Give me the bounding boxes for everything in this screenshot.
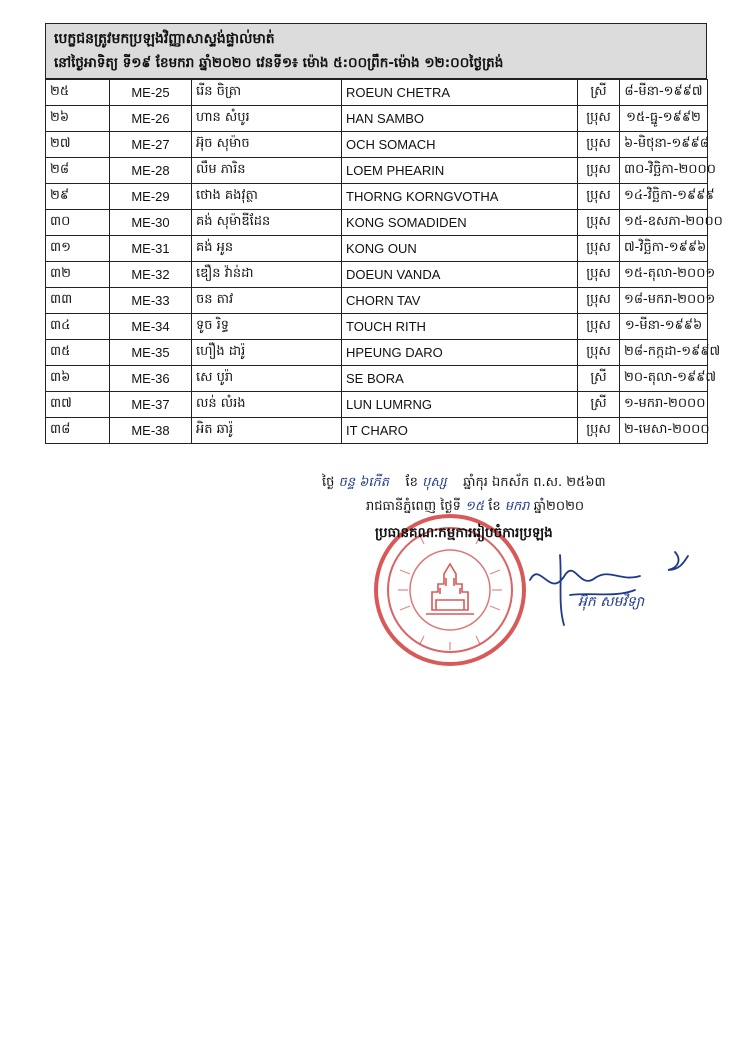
candidate-id-cell: ME-32 <box>110 262 192 288</box>
gender-cell: ប្រុស <box>578 158 620 184</box>
latin-name-cell: THORNG KORNGVOTHA <box>342 184 578 210</box>
khmer-name-cell: លឹម ភារិន <box>192 158 342 184</box>
row-number-cell: ២៥ <box>46 80 110 106</box>
candidate-id-cell: ME-26 <box>110 106 192 132</box>
gender-cell: ប្រុស <box>578 340 620 366</box>
table-row <box>46 392 708 418</box>
date-of-birth-cell: ២០-តុលា-១៩៩៧ <box>620 366 708 392</box>
candidate-id-cell: ME-36 <box>110 366 192 392</box>
signer-name: អ៊ុក សមវិទ្យា <box>578 594 645 610</box>
lunar-day: ចន្ទ ៦កើត <box>338 475 390 490</box>
gender-cell: ប្រុស <box>578 314 620 340</box>
row-number-cell: ៣៥ <box>46 340 110 366</box>
table-row <box>46 236 708 262</box>
khmer-name-cell: រើន ចិត្រា <box>192 80 342 106</box>
solar-day: ១៥ <box>465 499 485 514</box>
date-of-birth-cell: ១៤-វិច្ឆិកា-១៩៩៩ <box>620 184 708 210</box>
khmer-name-cell: ថោង គងវុត្ថា <box>192 184 342 210</box>
gender-cell: ប្រុស <box>578 210 620 236</box>
gender-cell: ប្រុស <box>578 184 620 210</box>
row-number-cell: ៣៣ <box>46 288 110 314</box>
place-date-prefix: រាជធានីភ្នំពេញ ថ្ងៃទី <box>366 499 461 514</box>
gender-cell: ប្រុស <box>578 132 620 158</box>
date-of-birth-cell: ១៥-ឧសភា-២០០០ <box>620 210 708 236</box>
lunar-year: ឆ្នាំកុរ ឯកស័ក ព.ស. ២៥៦៣ <box>463 475 606 490</box>
row-number-cell: ៣១ <box>46 236 110 262</box>
date-of-birth-cell: ៧-វិច្ឆិកា-១៩៩៦ <box>620 236 708 262</box>
latin-name-cell: HAN SAMBO <box>342 106 578 132</box>
latin-name-cell: SE BORA <box>342 366 578 392</box>
handwritten-signature <box>470 540 700 630</box>
gender-cell: ស្រី <box>578 366 620 392</box>
document-header <box>45 23 707 79</box>
date-of-birth-cell: ១៨-មករា-២០០១ <box>620 288 708 314</box>
gender-cell: ប្រុស <box>578 288 620 314</box>
khmer-name-cell: អ៊ុច សុម៉ាច <box>192 132 342 158</box>
khmer-name-cell: គង់ អូន <box>192 236 342 262</box>
header-schedule: នៅថ្ងៃអាទិត្យ ទី១៩ ខែមករា ឆ្នាំ២០២០ វេនទី១៖ ម៉ោង ៥:០០ព្រឹក-ម៉ោង ១២:០០ថ្ងៃត្រង់ <box>54 55 504 71</box>
table-row <box>46 262 708 288</box>
candidate-id-cell: ME-25 <box>110 80 192 106</box>
row-number-cell: ៣៧ <box>46 392 110 418</box>
khmer-name-cell: អិត ឆារ៉ូ <box>192 418 342 444</box>
table-row <box>46 314 708 340</box>
date-of-birth-cell: ១-មករា-២០០០ <box>620 392 708 418</box>
solar-month-prefix: ខែ <box>488 499 501 514</box>
lunar-month-prefix: ខែ <box>405 475 418 490</box>
khmer-name-cell: ចន តាវ <box>192 288 342 314</box>
khmer-name-cell: ហាន សំបូរ <box>192 106 342 132</box>
lunar-date-prefix: ថ្ងៃ <box>322 475 335 490</box>
latin-name-cell: CHORN TAV <box>342 288 578 314</box>
row-number-cell: ២៦ <box>46 106 110 132</box>
khmer-name-cell: ហឿង ដារ៉ូ <box>192 340 342 366</box>
latin-name-cell: KONG SOMADIDEN <box>342 210 578 236</box>
table-row <box>46 80 708 106</box>
khmer-name-cell: គង់ សុម៉ាឌីដែន <box>192 210 342 236</box>
latin-name-cell: OCH SOMACH <box>342 132 578 158</box>
table-row <box>46 288 708 314</box>
latin-name-cell: ROEUN CHETRA <box>342 80 578 106</box>
date-of-birth-cell: ១៥-ធ្នូ-១៩៩២ <box>620 106 708 132</box>
latin-name-cell: LUN LUMRNG <box>342 392 578 418</box>
date-of-birth-cell: ៨-មីនា-១៩៩៧ <box>620 80 708 106</box>
candidate-id-cell: ME-27 <box>110 132 192 158</box>
latin-name-cell: HPEUNG DARO <box>342 340 578 366</box>
khmer-name-cell: ទូច រិទ្ធ <box>192 314 342 340</box>
date-of-birth-cell: ១៥-តុលា-២០០១ <box>620 262 708 288</box>
latin-name-cell: DOEUN VANDA <box>342 262 578 288</box>
candidate-id-cell: ME-28 <box>110 158 192 184</box>
gender-cell: ស្រី <box>578 80 620 106</box>
table-row <box>46 340 708 366</box>
gender-cell: ប្រុស <box>578 262 620 288</box>
candidate-id-cell: ME-37 <box>110 392 192 418</box>
latin-name-cell: IT CHARO <box>342 418 578 444</box>
gender-cell: ប្រុស <box>578 236 620 262</box>
khmer-name-cell: លន់ លំរង <box>192 392 342 418</box>
candidate-id-cell: ME-30 <box>110 210 192 236</box>
table-row <box>46 418 708 444</box>
gender-cell: ប្រុស <box>578 418 620 444</box>
khmer-name-cell: ឌឿន វ៉ាន់ដា <box>192 262 342 288</box>
date-of-birth-cell: ៦-មិថុនា-១៩៩៨ <box>620 132 708 158</box>
solar-year: ឆ្នាំ២០២០ <box>533 499 585 514</box>
date-of-birth-cell: ៣០-វិច្ឆិកា-២០០០ <box>620 158 708 184</box>
row-number-cell: ៣០ <box>46 210 110 236</box>
candidate-table <box>45 79 723 444</box>
candidate-id-cell: ME-35 <box>110 340 192 366</box>
table-row <box>46 210 708 236</box>
date-of-birth-cell: ២៨-កក្កដា-១៩៩៧ <box>620 340 708 366</box>
latin-name-cell: LOEM PHEARIN <box>342 158 578 184</box>
table-row <box>46 106 708 132</box>
khmer-name-cell: សេ បូរ៉ា <box>192 366 342 392</box>
lunar-month: បុស្ស <box>422 475 447 490</box>
gender-cell: ស្រី <box>578 392 620 418</box>
row-number-cell: ៣៨ <box>46 418 110 444</box>
row-number-cell: ២៩ <box>46 184 110 210</box>
table-row <box>46 158 708 184</box>
table-row <box>46 366 708 392</box>
candidate-id-cell: ME-34 <box>110 314 192 340</box>
row-number-cell: ២៨ <box>46 158 110 184</box>
table-row <box>46 132 708 158</box>
row-number-cell: ៣៦ <box>46 366 110 392</box>
candidate-id-cell: ME-29 <box>110 184 192 210</box>
gender-cell: ប្រុស <box>578 106 620 132</box>
row-number-cell: ២៧ <box>46 132 110 158</box>
latin-name-cell: TOUCH RITH <box>342 314 578 340</box>
lunar-date-line <box>322 474 606 493</box>
solar-month: មករា <box>504 499 530 514</box>
header-title: បេក្ខជនត្រូវមកប្រឡងវិញ្ញាសាស្ទង់ផ្ទាល់មាត់ <box>54 31 275 47</box>
candidate-id-cell: ME-38 <box>110 418 192 444</box>
latin-name-cell: KONG OUN <box>342 236 578 262</box>
date-of-birth-cell: ២-មេសា-២០០០ <box>620 418 708 444</box>
candidate-id-cell: ME-31 <box>110 236 192 262</box>
candidate-id-cell: ME-33 <box>110 288 192 314</box>
date-of-birth-cell: ១-មីនា-១៩៩៦ <box>620 314 708 340</box>
row-number-cell: ៣៤ <box>46 314 110 340</box>
row-number-cell: ៣២ <box>46 262 110 288</box>
committee-role: ប្រធានគណៈកម្មការរៀបចំការប្រឡង <box>375 525 553 541</box>
table-row <box>46 184 708 210</box>
